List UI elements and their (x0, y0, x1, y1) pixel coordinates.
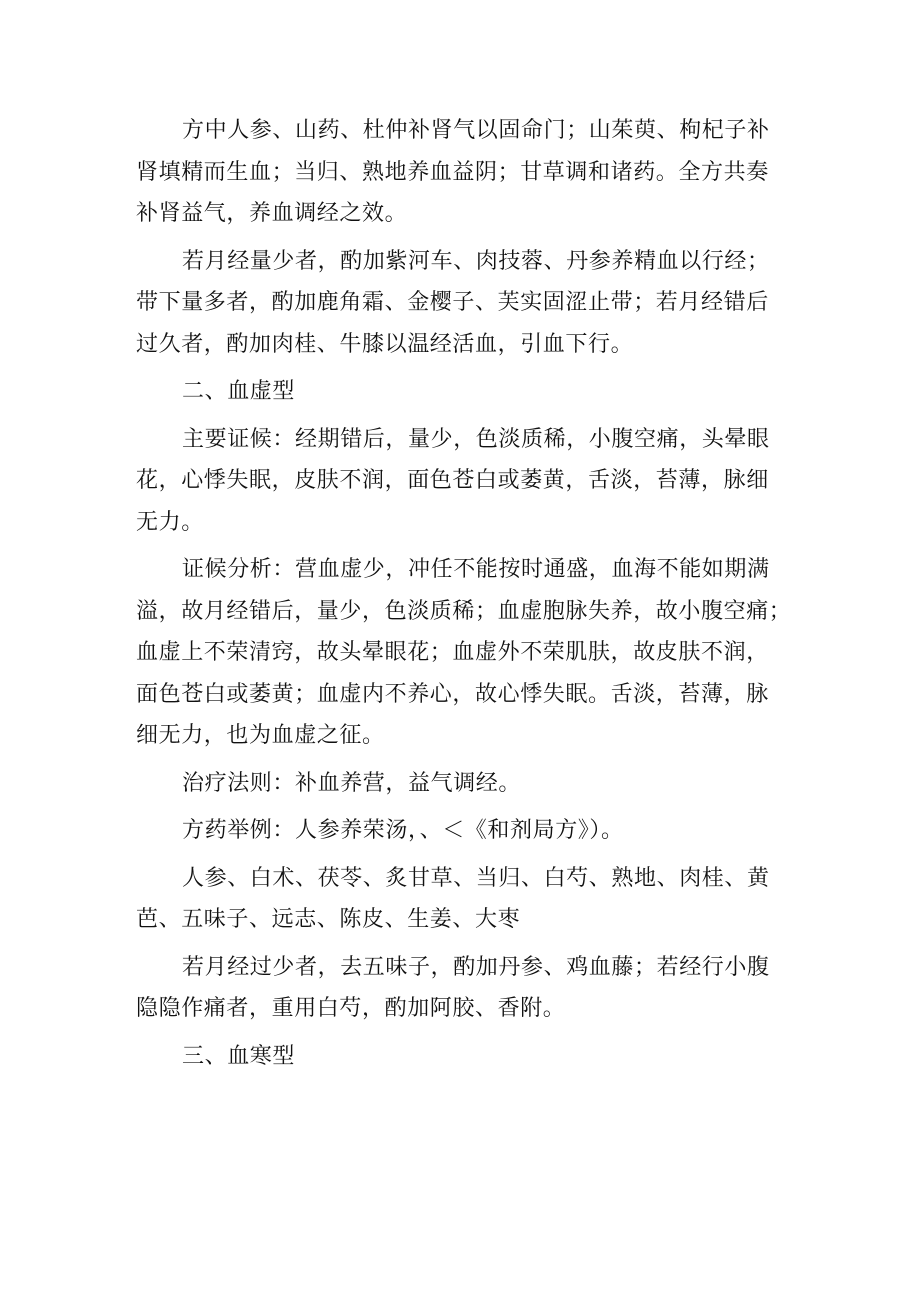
text-line: 证候分析：营血虚少，冲任不能按时通盛，血海不能如期满 (182, 557, 770, 582)
text-line: 芭、五味子、远志、陈皮、生姜、大枣 (136, 907, 521, 932)
text-line: 人参、白术、茯苓、炙甘草、当归、白芍、熟地、肉桂、黄 (182, 865, 770, 891)
text-line: 花，心悸失眠，皮肤不润，面色苍白或萎黄，舌淡，苔薄，脉细 (136, 468, 769, 493)
paragraph-formula-explanation (136, 110, 796, 235)
heading-text: 三、血寒型 (182, 1043, 296, 1069)
text-line: 若月经过少者，去五味子，酌加丹参、鸡血藤；若经行小腹 (182, 954, 770, 980)
text-line: 治疗法则：补血养营，益气调经。 (182, 770, 522, 796)
heading-text: 二、血虚型 (182, 379, 296, 404)
text-line: 方中人参、山药、杜仲补肾气以固命门；山茱萸、枸杞子补 (182, 118, 770, 143)
text-line: 血虚上不荣清窍，故头晕眼花；血虚外不荣肌肤，故皮肤不润， (136, 640, 769, 665)
text-line: 面色苍白或萎黄；血虚内不养心，故心悸失眠。舌淡，苔薄，脉 (136, 681, 769, 707)
paragraph-treatment-principle (136, 763, 796, 805)
text-line: 无力。 (136, 509, 204, 535)
paragraph-main-symptoms (136, 419, 796, 544)
text-line: 肾填精而生血；当归、熟地养血益阴；甘草调和诸药。全方共奏 (136, 159, 769, 185)
text-line: 若月经量少者，酌加紫河车、肉技蓉、丹参养精血以行经； (182, 248, 770, 274)
paragraph-prescription-example (136, 810, 796, 852)
paragraph-ingredients (136, 858, 796, 941)
document-body (136, 110, 796, 1083)
text-line: 方药举例：人参养荣汤，、＜《和剂局方》）。 (182, 818, 624, 843)
section-heading-blood-cold (136, 1036, 796, 1078)
text-line: 过久者，酌加肉桂、牛膝以温经活血，引血下行。 (136, 331, 634, 357)
text-line: 溢，故月经错后，量少，色淡质稀；血虚胞脉失养，故小腹空痛； (136, 598, 792, 624)
text-line: 细无力，也为血虚之征。 (136, 723, 385, 748)
paragraph-adjustments (136, 947, 796, 1030)
text-line: 主要证候：经期错后，量少，色淡质稀，小腹空痛，头晕眼 (182, 426, 770, 452)
paragraph-modifications (136, 241, 796, 366)
text-line: 隐隐作痛者，重用白芍，酌加阿胶、香附。 (136, 996, 566, 1021)
text-line: 补肾益气，养血调经之效。 (136, 201, 408, 226)
paragraph-symptom-analysis (136, 549, 796, 757)
section-heading-blood-deficiency (136, 371, 796, 413)
text-line: 带下量多者，酌加鹿角霜、金樱子、芙实固涩止带；若月经错后 (136, 290, 769, 315)
